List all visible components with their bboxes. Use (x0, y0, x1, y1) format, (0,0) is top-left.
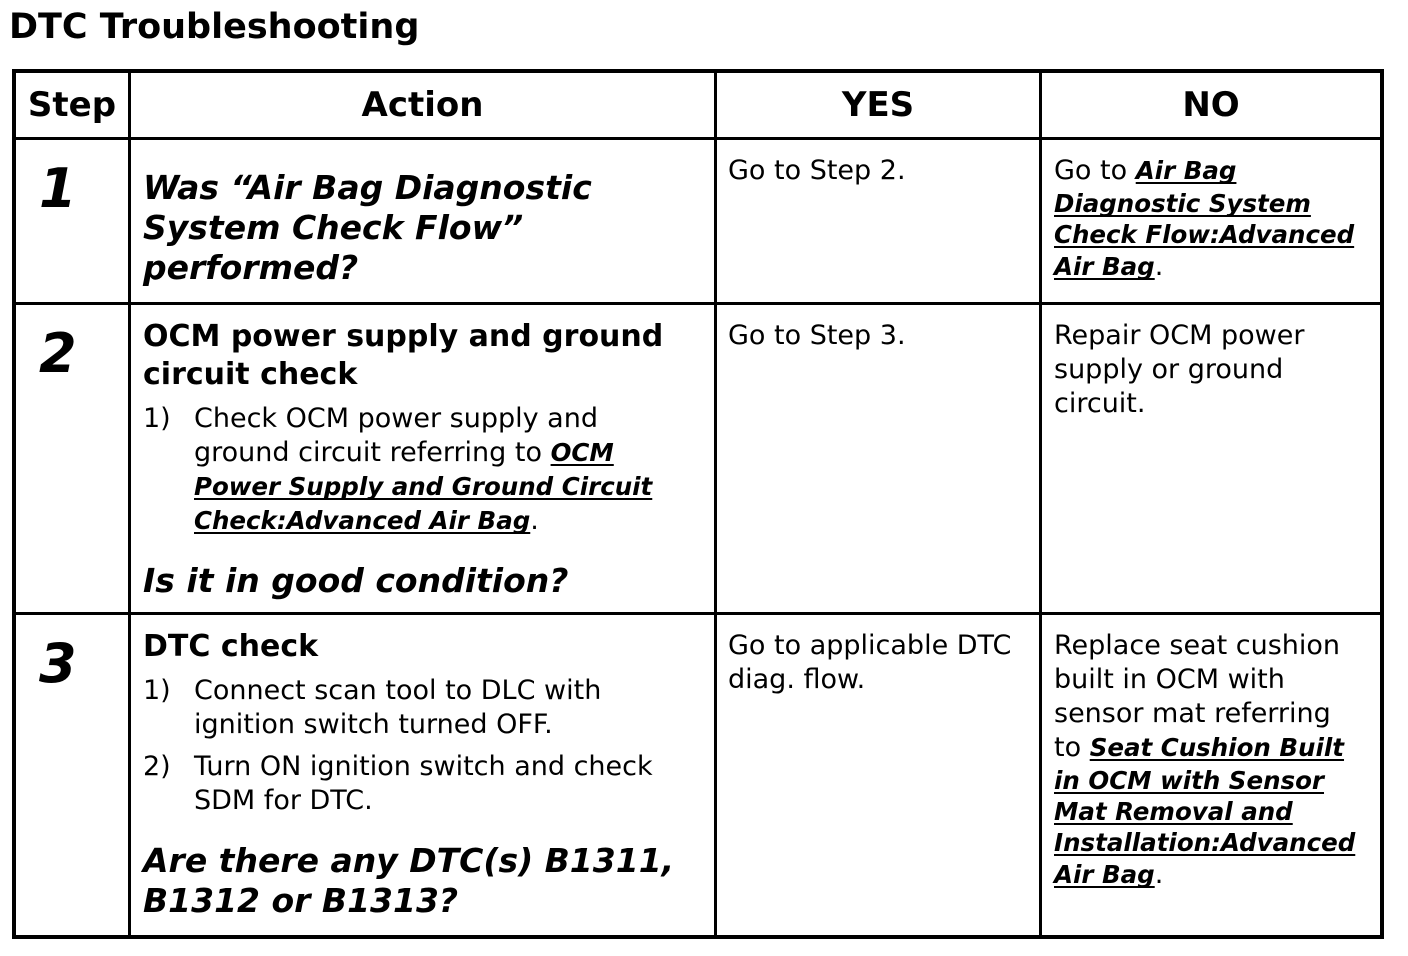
row-1-no-text-before: Go to (1054, 155, 1136, 186)
procedure-step-text: Turn ON ignition switch and check SDM for DTC. (194, 751, 653, 816)
row-2-question: Is it in good condition? (143, 561, 569, 600)
procedure-step-number: 1) (143, 403, 171, 434)
procedure-step-text: Connect scan tool to DLC with ignition switch turned OFF. (194, 675, 602, 740)
row-3-no-cell (1042, 615, 1380, 935)
row-1-no-link[interactable]: Air Bag Diagnostic System Check Flow:Advanced Air Bag (1054, 156, 1355, 281)
page-title: DTC Troubleshooting (9, 7, 420, 47)
row-2-heading: OCM power supply and ground circuit check (143, 319, 664, 392)
row-3-procedure-step-2 (143, 750, 706, 818)
row-1-no-text (1054, 154, 1362, 284)
step-number-1: 1 (16, 140, 128, 302)
procedure-text-after: . (530, 505, 539, 536)
header-yes: YES (717, 73, 1039, 137)
row-2-procedure-step (143, 402, 706, 538)
row-2-yes-text: Go to Step 3. (728, 320, 906, 351)
row-1-question: Was “Air Bag Diagnostic System Check Flow” performed? (143, 168, 592, 287)
header-no: NO (1042, 73, 1380, 137)
procedure-step-text (194, 402, 689, 538)
header-action: Action (131, 73, 714, 137)
procedure-step-number: 1) (143, 675, 171, 706)
row-3-procedure-step-1 (143, 674, 706, 742)
row-3-no-text-after: . (1154, 859, 1164, 890)
row-3-no-text (1054, 629, 1362, 892)
row-3-no-link[interactable]: Seat Cushion Built in OCM with Sensor Mat Removal and Installation:Advanced Air Bag (1054, 733, 1356, 889)
row-1-yes-cell (717, 140, 1039, 302)
dtc-troubleshooting-table (12, 69, 1384, 939)
row-2-action-cell (131, 305, 714, 612)
row-1-yes-text: Go to Step 2. (728, 155, 906, 186)
row-3-action-cell (131, 615, 714, 935)
row-1-no-text-after: . (1154, 251, 1164, 282)
row-1-action-cell (131, 140, 714, 302)
procedure-link[interactable]: OCM Power Supply and Ground Circuit Check:Advanced Air Bag (194, 438, 653, 535)
row-3-no-text-before: Replace seat cushion built in OCM with sensor mat referring to (1054, 630, 1341, 763)
row-3-question: Are there any DTC(s) B1311, B1312 or B1313? (143, 841, 675, 920)
procedure-text-before: Check OCM power supply and ground circuit referring to (194, 403, 598, 468)
step-number-2: 2 (16, 305, 128, 612)
row-2-no-text-plain: Repair OCM power supply or ground circuit. (1054, 320, 1305, 419)
row-2-no-cell (1042, 305, 1380, 612)
row-2-yes-cell (717, 305, 1039, 612)
row-3-yes-text: Go to applicable DTC diag. flow. (728, 630, 1012, 695)
row-3-heading: DTC check (143, 629, 319, 664)
row-3-yes-cell (717, 615, 1039, 935)
row-2-no-text (1054, 319, 1362, 421)
row-1-no-cell (1042, 140, 1380, 302)
procedure-step-number: 2) (143, 751, 171, 782)
header-step: Step (16, 73, 128, 137)
step-number-3: 3 (16, 615, 128, 935)
